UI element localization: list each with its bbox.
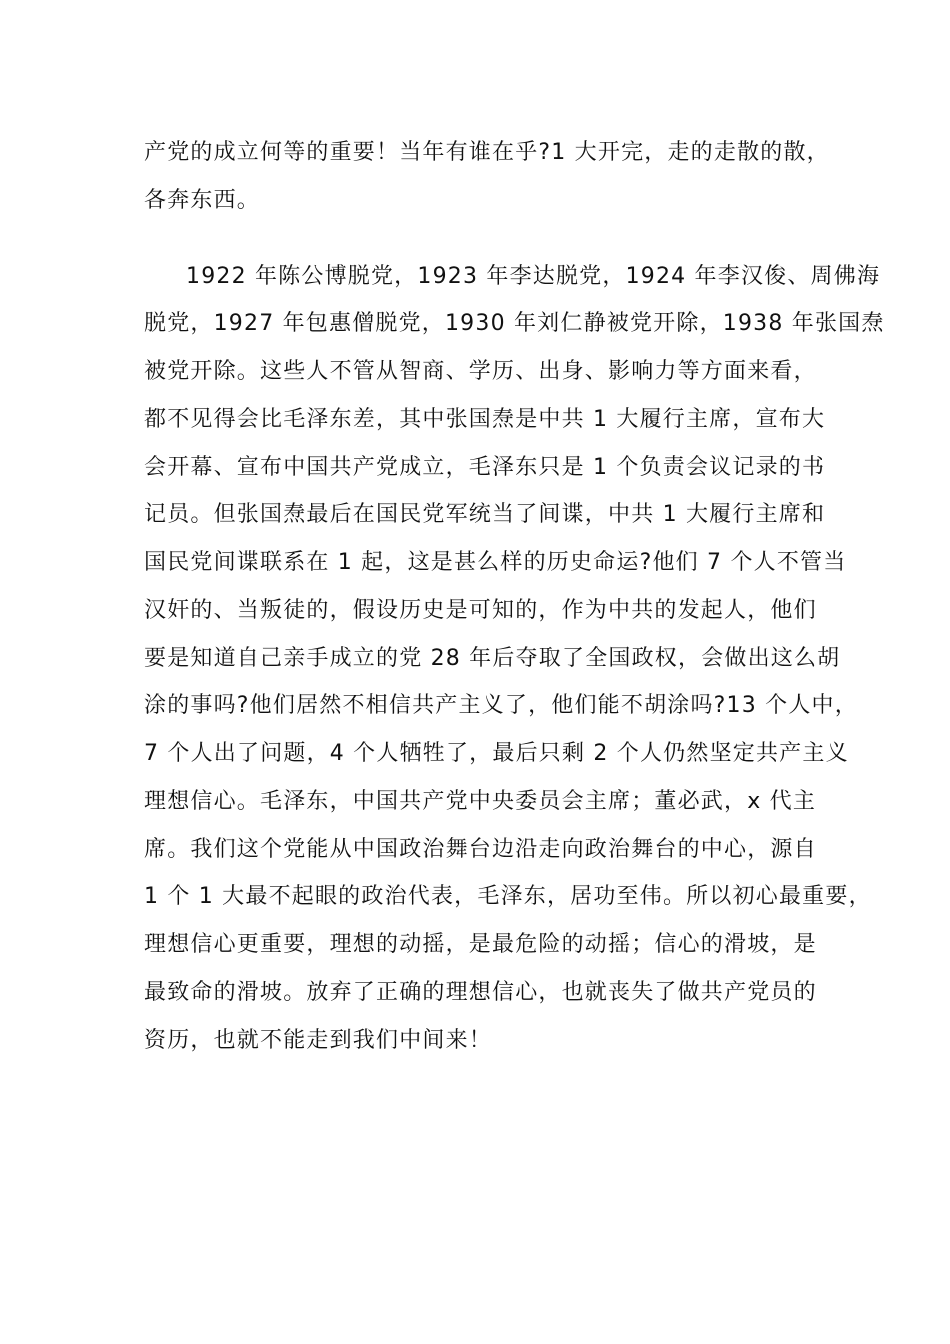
text-line: 都不见得会比毛泽东差，其中张国焘是中共 1 大履行主席，宣布大 [144, 407, 826, 432]
text-line: 脱党，1927 年包惠僧脱党，1930 年刘仁静被党开除，1938 年张国焘 [144, 311, 885, 336]
text-line: 各奔东西。 [144, 188, 261, 213]
text-line: 席。我们这个党能从中国政治舞台边沿走向政治舞台的中心，源自 [144, 837, 817, 862]
text-line: 最致命的滑坡。放弃了正确的理想信心，也就丧失了做共产党员的 [144, 980, 817, 1005]
text-line: 7 个人出了问题，4 个人牺牲了，最后只剩 2 个人仍然坚定共产主义 [144, 741, 849, 766]
text-line: 理想信心。毛泽东，中国共产党中央委员会主席；董必武，x 代主 [144, 789, 817, 814]
text-line: 记员。但张国焘最后在国民党军统当了间谍，中共 1 大履行主席和 [144, 502, 826, 527]
text-line: 理想信心更重要，理想的动摇，是最危险的动摇；信心的滑坡，是 [144, 932, 817, 957]
text-line: 会开幕、宣布中国共产党成立，毛泽东只是 1 个负责会议记录的书 [144, 455, 826, 480]
text-line: 资历，也就不能走到我们中间来！ [144, 1028, 493, 1053]
text-line: 1 个 1 大最不起眼的政治代表，毛泽东，居功至伟。所以初心最重要， [144, 884, 872, 909]
text-line: 产党的成立何等的重要！当年有谁在乎?1 大开完，走的走散的散， [144, 140, 830, 165]
text-line: 汉奸的、当叛徒的，假设历史是可知的，作为中共的发起人，他们 [144, 598, 817, 623]
text-line: 国民党间谍联系在 1 起，这是甚么样的历史命运?他们 7 个人不管当 [144, 550, 847, 575]
text-line: 要是知道自己亲手成立的党 28 年后夺取了全国政权，会做出这么胡 [144, 646, 841, 671]
text-line: 涂的事吗?他们居然不相信共产主义了，他们能不胡涂吗?13 个人中， [144, 693, 858, 718]
text-line: 1922 年陈公博脱党，1923 年李达脱党，1924 年李汉俊、周佛海 [186, 264, 881, 289]
text-line: 被党开除。这些人不管从智商、学历、出身、影响力等方面来看， [144, 359, 817, 384]
